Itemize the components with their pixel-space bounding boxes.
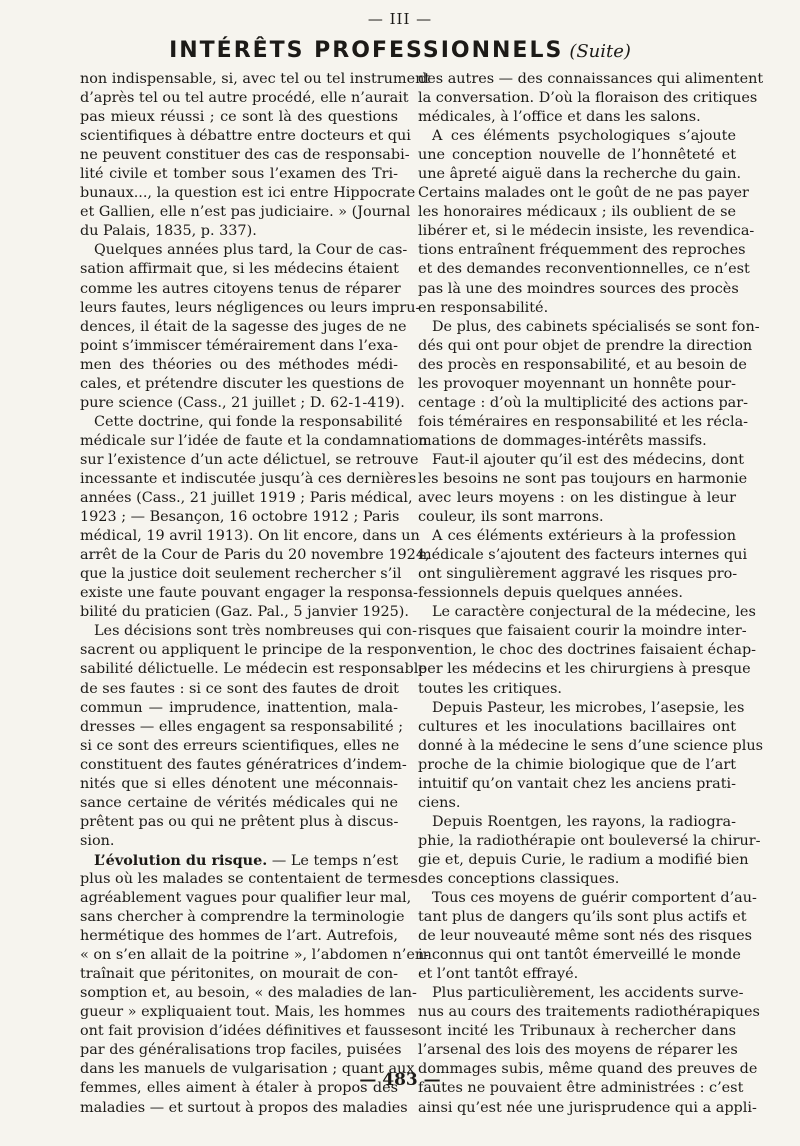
text-line: avec leurs moyens : on les distingue à leur xyxy=(418,490,736,507)
text-line: proche de la chimie biologique que de l’art xyxy=(418,756,736,773)
text-line: vention, le choc des doctrines faisaient échap- xyxy=(418,642,757,659)
text-line: « on s’en allait de la poitrine », l’abdomen n’en- xyxy=(80,947,429,964)
text-line: Depuis Pasteur, les microbes, l’asepsie, les xyxy=(432,699,745,716)
text-line: sur l’existence d’un acte délictuel, se retrouve xyxy=(80,451,419,468)
text-line: libérer et, si le médecin insiste, les revendica- xyxy=(418,223,755,240)
section-suffix: (Suite) xyxy=(569,41,631,62)
text-line: Cette doctrine, qui fonde la responsabilité xyxy=(94,413,403,430)
text-line: ne peuvent constituer des cas de responsabi- xyxy=(80,147,410,164)
text-line: les honoraires médicaux ; ils oublient de se xyxy=(418,204,736,221)
text-line: phie, la radiothérapie ont bouleversé la chirur- xyxy=(418,832,761,849)
text-line: agréablement vagues pour qualifier leur mal, xyxy=(80,890,412,907)
text-line: Les décisions sont très nombreuses qui con- xyxy=(94,623,417,640)
text-line: ainsi qu’est née une jurisprudence qui a appli- xyxy=(418,1099,757,1116)
text-line: des autres — des connaissances qui alimentent xyxy=(418,71,764,87)
text-line: Quelques années plus tard, la Cour de cas- xyxy=(94,242,408,259)
text-line: lité civile et tomber sous l’examen des Tri- xyxy=(80,166,398,183)
text-line: années (Cass., 21 juillet 1919 ; Paris médical, xyxy=(80,490,413,507)
text-line: per les médecins et les chirurgiens à presque xyxy=(418,661,751,678)
text-line: les provoquer moyennant un honnête pour- xyxy=(418,375,736,392)
page-number: — 483 — xyxy=(359,1070,441,1090)
text-line: et des demandes reconventionnelles, ce n’est xyxy=(418,261,750,278)
text-line: Tous ces moyens de guérir comportent d’au- xyxy=(432,890,757,907)
text-line: sation affirmait que, si les médecins étaient xyxy=(80,261,399,278)
text-line: commun — imprudence, inattention, mala- xyxy=(80,699,398,716)
text-line: et Gallien, elle n’est pas judiciaire. » (Journal xyxy=(80,204,411,221)
text-line: dresses — elles engagent sa responsabilité ; xyxy=(80,718,404,735)
text-line: des procès en responsabilité, et au besoin de xyxy=(418,356,747,373)
text-line: l’arsenal des lois des moyens de réparer les xyxy=(418,1042,738,1059)
text-line: centage : d’où la multiplicité des actions par- xyxy=(418,394,748,411)
text-line: dommages subis, même quand des preuves de xyxy=(418,1061,758,1078)
text-line: constituent des fautes génératrices d’indem- xyxy=(80,756,407,773)
text-line: intuitif qu’on vantait chez les anciens prati- xyxy=(418,775,736,792)
text-line: mations de dommages-intérêts massifs. xyxy=(418,432,707,449)
text-line: une âpreté aiguë dans la recherche du gain. xyxy=(418,166,742,183)
text-line: si ce sont des erreurs scientifiques, elles ne xyxy=(80,737,400,754)
text-line: A ces éléments extérieurs à la profession xyxy=(432,528,736,545)
text-line: leurs fautes, leurs négligences ou leurs impru- xyxy=(80,299,421,316)
text-line: en responsabilité. xyxy=(418,299,549,316)
text-line: sacrent ou appliquent le principe de la respon- xyxy=(80,642,422,659)
text-line: maladies — et surtout à propos des maladies xyxy=(80,1099,408,1116)
text-line: L’évolution du risque. — Le temps n’est xyxy=(94,851,399,869)
text-line: 1923 ; — Besançon, 16 octobre 1912 ; Paris xyxy=(80,509,400,526)
text-line: pure science (Cass., 21 juillet ; D. 62-1-419). xyxy=(80,394,405,411)
section-heading xyxy=(0,38,800,63)
text-line: sans chercher à comprendre la terminologie xyxy=(80,909,405,926)
text-line: fautes ne pouvaient être administrées : c’est xyxy=(418,1080,744,1097)
text-line: Depuis Roentgen, les rayons, la radiogra- xyxy=(432,813,736,830)
text-line: point s’immiscer témérairement dans l’exa- xyxy=(80,337,398,354)
text-line: nus au cours des traitements radiothérapiques xyxy=(418,1004,760,1021)
text-line: risques que faisaient courir la moindre inter- xyxy=(418,623,747,640)
text-line: les besoins ne sont pas toujours en harmonie xyxy=(418,470,748,487)
text-line: nités que si elles dénotent une méconnais- xyxy=(80,775,398,792)
text-line: pas là une des moindres sources des procès xyxy=(418,280,739,297)
text-line: fois téméraires en responsabilité et les récla- xyxy=(418,413,749,430)
text-line: sance certaine de vérités médicales qui ne xyxy=(80,794,398,811)
text-line: cultures et les inoculations bacillaires ont xyxy=(418,718,736,735)
folio: — III — xyxy=(367,10,433,28)
text-line: ont fait provision d’idées définitives et fausses xyxy=(80,1023,419,1040)
text-line: prêtent pas ou qui ne prêtent plus à discus- xyxy=(80,813,399,830)
text-line: gueur » expliquaient tout. Mais, les hommes xyxy=(80,1004,406,1021)
text-line: couleur, ils sont marrons. xyxy=(418,509,604,526)
text-line: gie et, depuis Curie, le radium a modifié bien xyxy=(418,851,749,868)
text-line: arrêt de la Cour de Paris du 20 novembre 1924, xyxy=(80,547,430,564)
text-line: femmes, elles aiment à étaler à propos des xyxy=(80,1080,398,1097)
text-line: traînait que péritonites, on mourait de con- xyxy=(80,966,398,983)
text-line: existe une faute pouvant engager la responsa- xyxy=(80,585,418,602)
text-line: Faut-il ajouter qu’il est des médecins, dont xyxy=(432,451,745,468)
text-line: médicale s’ajoutent des facteurs internes qui xyxy=(418,547,748,564)
text-line: De plus, des cabinets spécialisés se sont fon- xyxy=(432,318,760,335)
text-line: dans les manuels de vulgarisation ; quant aux xyxy=(80,1061,415,1078)
text-line: et l’ont tantôt effrayé. xyxy=(418,966,579,983)
text-line: de leur nouveauté même sont nés des risques xyxy=(418,928,752,945)
text-line: que la justice doit seulement rechercher s’il xyxy=(80,566,402,583)
text-line: Plus particulièrement, les accidents surve- xyxy=(432,985,744,1002)
text-line: médicale sur l’idée de faute et la condamnation xyxy=(80,432,428,449)
text-line: sion. xyxy=(80,832,115,849)
text-line: tions entraînent fréquemment des reproches xyxy=(418,242,746,259)
text-line: cales, et prétendre discuter les questions de xyxy=(80,375,405,392)
text-line: une conception nouvelle de l’honnêteté et xyxy=(418,147,736,164)
text-line: dences, il était de la sagesse des juges de ne xyxy=(80,318,407,335)
text-line: plus où les malades se contentaient de termes xyxy=(80,870,418,887)
section-title: INTÉRÊTS PROFESSIONNELS xyxy=(169,38,564,63)
text-line: inconnus qui ont tantôt émerveillé le monde xyxy=(418,947,741,964)
text-line: pas mieux réussi ; ce sont là des questions xyxy=(80,109,398,126)
text-line: non indispensable, si, avec tel ou tel instrument xyxy=(80,71,431,87)
text-line: médicales, à l’office et dans les salons. xyxy=(418,109,701,126)
text-line: men des théories ou des méthodes médi- xyxy=(80,356,398,373)
text-line: incessante et indiscutée jusqu’à ces dernières xyxy=(80,470,417,487)
text-line: bunaux..., la question est ici entre Hippocrate xyxy=(80,185,416,202)
text-line: ont singulièrement aggravé les risques pro- xyxy=(418,566,738,583)
text-line: donné à la médecine le sens d’une science plus xyxy=(418,737,764,754)
text-line: toutes les critiques. xyxy=(418,680,562,697)
text-line: du Palais, 1835, p. 337). xyxy=(80,223,257,240)
text-line: bilité du praticien (Gaz. Pal., 5 janvier 1925). xyxy=(80,604,409,621)
text-line: A ces éléments psychologiques s’ajoute xyxy=(432,128,736,145)
text-line: comme les autres citoyens tenus de réparer xyxy=(80,280,401,297)
text-line: tant plus de dangers qu’ils sont plus actifs et xyxy=(418,909,747,926)
text-line: ont incité les Tribunaux à rechercher dans xyxy=(418,1023,736,1040)
text-line: Certains malades ont le goût de ne pas payer xyxy=(418,185,749,202)
text-line: dés qui ont pour objet de prendre la direction xyxy=(418,337,753,354)
text-line: fessionnels depuis quelques années. xyxy=(418,585,683,602)
text-line: ciens. xyxy=(418,794,461,811)
text-line: Le caractère conjectural de la médecine, les xyxy=(432,604,756,621)
text-line: médical, 19 avril 1913). On lit encore, dans un xyxy=(80,528,420,545)
text-line: des conceptions classiques. xyxy=(418,870,620,887)
text-line: de ses fautes : si ce sont des fautes de droit xyxy=(80,680,399,697)
text-line: scientifiques à débattre entre docteurs et qui xyxy=(80,128,411,145)
text-line: sabilité délictuelle. Le médecin est responsable xyxy=(80,661,427,678)
text-line: hermétique des hommes de l’art. Autrefois, xyxy=(80,928,398,945)
text-line: la conversation. D’où la floraison des critiques xyxy=(418,90,758,107)
text-line: somption et, au besoin, « des maladies de lan- xyxy=(80,985,417,1002)
right-column xyxy=(418,70,764,1118)
text-line: d’après tel ou tel autre procédé, elle n’aurait xyxy=(80,90,409,107)
text-line: par des généralisations trop faciles, puisées xyxy=(80,1042,402,1059)
